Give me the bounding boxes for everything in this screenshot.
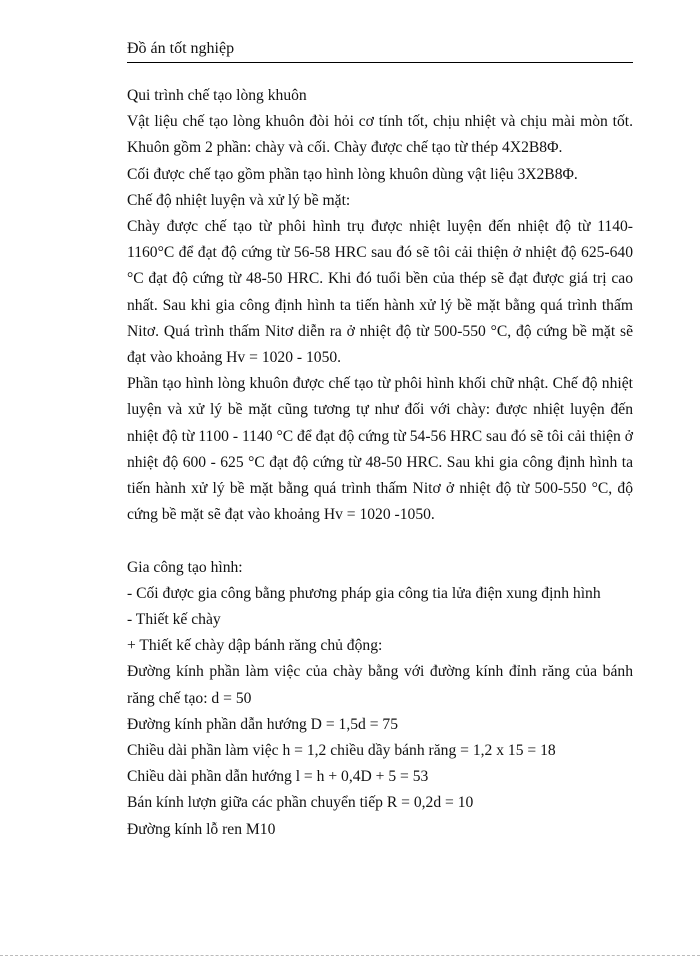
page-bottom-divider xyxy=(0,955,700,956)
spec-fillet-radius: Bán kính lượn giữa các phần chuyển tiếp R = 0,2d = 10 xyxy=(127,794,474,812)
paragraph-die-heat-treatment: Phần tạo hình lòng khuôn được chế tạo từ phôi hình khối chữ nhật. Chế độ nhiệt luyện và xử lý bề mặt cũng tương tự như đối với chày: được nhiệt luyện đến nhiệt độ từ 1100 - 1140 °C để đạt độ cứng từ 54-56 HRC sau đó sẽ tôi cải thiện ở nhiệt độ 600 - 625 °C đạt độ cứng từ 48-50 HRC. Sau khi gia công định hình ta tiến hành xử lý bề mặt bằng quá trình thấm Nitơ ở nhiệt độ từ 500-550 °C, độ cứng bề mặt sẽ đạt vào khoảng Hv = 1020 -1050. xyxy=(127,375,633,524)
spec-working-diameter: Đường kính phần làm việc của chày bằng với đường kính đỉnh răng của bánh răng chế tạo: d = 50 xyxy=(127,663,633,707)
spec-working-length: Chiều dài phần làm việc h = 1,2 chiều dầy bánh răng = 1,2 x 15 = 18 xyxy=(127,742,556,760)
spec-guide-length: Chiều dài phần dẫn hướng l = h + 0,4D + 5 = 53 xyxy=(127,768,429,786)
section-title-mold-process: Qui trình chế tạo lòng khuôn xyxy=(127,87,307,104)
paragraph-material: Vật liệu chế tạo lòng khuôn đòi hỏi cơ tính tốt, chịu nhiệt và chịu mài mòn tốt. Khuôn gồm 2 phần: chày và cối. Chày được chế tạo từ thép 4X2B8Φ. xyxy=(127,113,633,157)
blank-line xyxy=(127,528,633,554)
spec-guide-diameter: Đường kính phần dẫn hướng D = 1,5d = 75 xyxy=(127,715,399,733)
list-item-punch-design: - Thiết kế chày xyxy=(127,611,221,629)
page-header xyxy=(127,38,633,63)
section-title-forming: Gia công tạo hình: xyxy=(127,558,243,576)
list-item-gear-punch-design: + Thiết kế chày dập bánh răng chủ động: xyxy=(127,637,383,655)
paragraph-punch-heat-treatment: Chày được chế tạo từ phôi hình trụ được nhiệt luyện đến nhiệt độ từ 1140-1160°C để đạt độ cứng từ 56-58 HRC sau đó sẽ tôi cải thiện ở nhiệt độ 625-640 °C đạt độ cứng từ 48-50 HRC. Khi đó tuổi bền của thép sẽ đạt được giá trị cao nhất. Sau khi gia công định hình ta tiến hành xử lý bề mặt bằng quá trình thấm Nitơ. Quá trình thấm Nitơ diễn ra ở nhiệt độ từ 500-550 °C, độ cứng bề mặt sẽ đạt vào khoảng Hv = 1020 - 1050. xyxy=(127,218,633,367)
section-title-heat-treatment: Chế độ nhiệt luyện và xử lý bề mặt: xyxy=(127,191,351,209)
document-body xyxy=(127,83,633,843)
list-item-die-machining: - Cối được gia công bằng phương pháp gia công tia lửa điện xung định hình xyxy=(127,584,601,602)
header-title: Đồ án tốt nghiệp xyxy=(127,40,235,57)
spec-thread-diameter: Đường kính lỗ ren M10 xyxy=(127,820,276,838)
paragraph-die-material: Cối được chế tạo gồm phần tạo hình lòng khuôn dùng vật liệu 3X2B8Φ. xyxy=(127,165,578,183)
